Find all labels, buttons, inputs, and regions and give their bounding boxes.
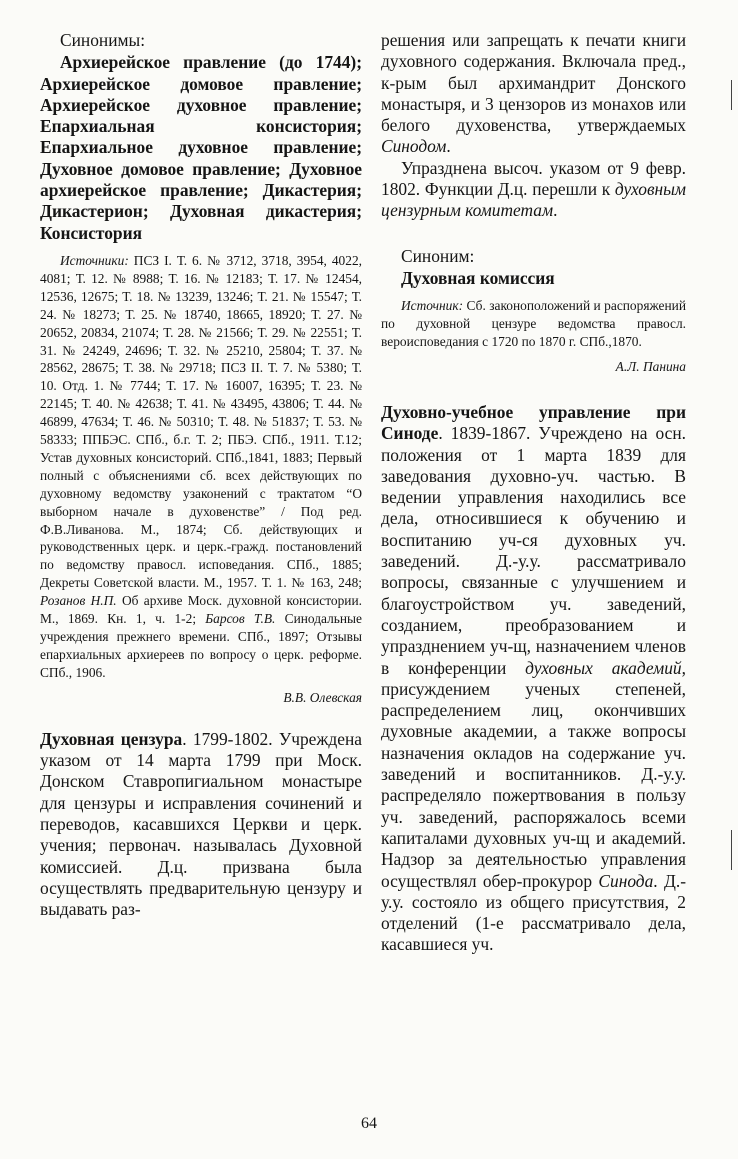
synonyms-label: Синонимы:: [60, 30, 146, 50]
sources-text: ПСЗ I. Т. 6. № 3712, 3718, 3954, 4022, 4081; Т. 12. № 8988; Т. 16. № 12183; Т. 17. № 12454, 12536, 12675; Т. 18. № 13239, 13246; Т. 21. № 15547; Т. 24. № 18273; Т. 25. № 18740, 18665, 18920; Т. 27. № 20652, 20834, 21074; Т. 28. № 21566; Т. 29. № 22551; Т. 31. № 24249, 24696; Т. 32. № 25210, 25804; Т. 37. № 28562, 28675; Т. 38. № 29718; ПСЗ II. Т. 7. № 5380; Т. 10. Отд. 1. № 7744; Т. 17. № 16007, 16395; Т. 23. № 22145; Т. 40. № 42638; Т. 41. № 43495, 43806; Т. 44. № 46899, 47634; Т. 46. № 50310; Т. 48. № 51837; Т. 53. № 58333; ППБЭС. СПб., б.г. Т. 2; ПБЭ. СПб., 1911. Т.12; Устав духовных консисторий. СПб.,1841, 1883; Первый полный с объяснениями сб. всех действующих по духовному ведомству узаконений с трактатом “О выборном начале в духовенстве” / Под ред. Ф.В.Ливанова. М., 1874; Сб. действующих и руководственных церк. и церк.-гражд. постановлений по ведомству правосл. исповедания. СПб., 1885; Декреты Советской власти. М., 1957. Т. 1. № 163, 248;: [40, 252, 362, 591]
sources-text-3: Синодальные учреждения прежнего времени. СПб., 1897; Отзывы епархиальных архиереев по вопросу о церк. реформе. СПб., 1906.: [40, 611, 362, 680]
entry-italic-right-1: духовных академий: [525, 657, 682, 678]
sources-text-2: Об архиве Моск. духовной консистории. М., 1869. Кн. 1, ч. 1-2;: [40, 593, 362, 627]
abolished-text: Упразднена высоч. указом от 9 февр. 1802. Функции Д.ц. перешли к: [381, 157, 686, 200]
sources-author-1: Розанов Н.П.: [40, 593, 117, 609]
entry-dukhovno-uchebnoe: [381, 402, 686, 956]
synonym-label: Синоним:: [401, 245, 475, 266]
entry-italic-right-2: Синода: [598, 870, 654, 891]
synonym-bold: [381, 268, 686, 289]
article-author: В.В. Олевская: [283, 689, 362, 705]
continuation-paragraph: [381, 30, 686, 158]
entry-title: Духовная цензура: [40, 728, 183, 749]
synonyms-list-text: Архиерейское правление (до 1744); Архиерейское домовое правление; Архиерейское духовное правление; Епархиальная консистория; Епархиальное духовное правление; Духовное домовое правление; Духовное архиерейское правление; Дикастерия; Дикастерион; Духовная дикастерия; Консистория: [40, 52, 362, 243]
entry-text-right-1: . 1839-1867. Учреждено на осн. положения от 1 марта 1839 для заведования духовно-уч. частью. В ведении управления находились все дела, относившиеся к обучению и воспитанию уч-ся духовных уч. заведений. Д.-у.у. рассматривало вопросы, связанные с улучшением и благоустройством уч. заведений, созданием, преобразованием и упразднением уч-щ, назначением членов в конференции: [381, 423, 686, 678]
sources-author-2: Барсов Т.В.: [205, 611, 276, 627]
source-text: Сб. законоположений и распоряжений по духовной цензуре ведомства правосл. вероисповедания с 1720 по 1870 г. СПб.,1870.: [381, 298, 686, 350]
entry-text-right-2: , присуждением ученых степеней, распределением лиц, окончивших духовные академии, а также вопросы назначения окладов на содержание уч. заведений и воспитанников. Д.-у.у. распределяло пожертвования в пользу уч. заведений, распоряжалось всеми капиталами духовных уч-щ и академий. Надзор за деятельностью управления осуществлял обер-прокурор: [381, 657, 686, 891]
entry-dukhovnaya-tsenzura: [40, 729, 362, 921]
continuation-text: решения или запрещать к печати книги духовного содержания. Включала пред., к-рым был архимандрит Донского монастыря, и 3 цензоров из монахов или белого духовенства, утверждаемых: [381, 30, 686, 136]
synonyms-list: [40, 52, 362, 244]
scan-edge-mark: [731, 80, 732, 110]
continuation-italic: Синодом: [381, 136, 447, 157]
continuation-end: .: [446, 136, 451, 157]
entry-title-right: Духовно-учебное управление при Синоде: [381, 401, 686, 444]
sources-block: [40, 252, 362, 682]
entry-text: . 1799-1802. Учреждена указом от 14 марта 1799 при Моск. Донском Ставропигиальном монастыре для цензуры и исправления сочинений и переводов, касавшихся Церкви и церк. учения; первонач. называлась Духовной комиссией. Д.ц. призвана была осуществлять предварительную цензуру и выдавать раз-: [40, 728, 362, 920]
abolished-paragraph: [381, 158, 686, 222]
left-column: [40, 30, 362, 920]
abolished-end: .: [553, 200, 558, 221]
scan-edge-mark: [731, 830, 732, 870]
entry-text-right-3: . Д.-у.у. состояло из общего присутствия, 2 отделений (1-е рассматривало дела, касавшиеся уч.: [381, 870, 686, 955]
sources-label: Источники:: [60, 252, 129, 268]
abolished-italic: духовным цензурным комитетам: [381, 179, 686, 221]
right-column: [381, 30, 686, 956]
source-label: Источник:: [401, 298, 464, 314]
source-block: [381, 297, 686, 351]
article-author-right: А.Л. Панина: [615, 358, 686, 374]
synonym-bold-text: Духовная комиссия: [401, 267, 555, 288]
page-number: 64: [361, 1115, 377, 1132]
